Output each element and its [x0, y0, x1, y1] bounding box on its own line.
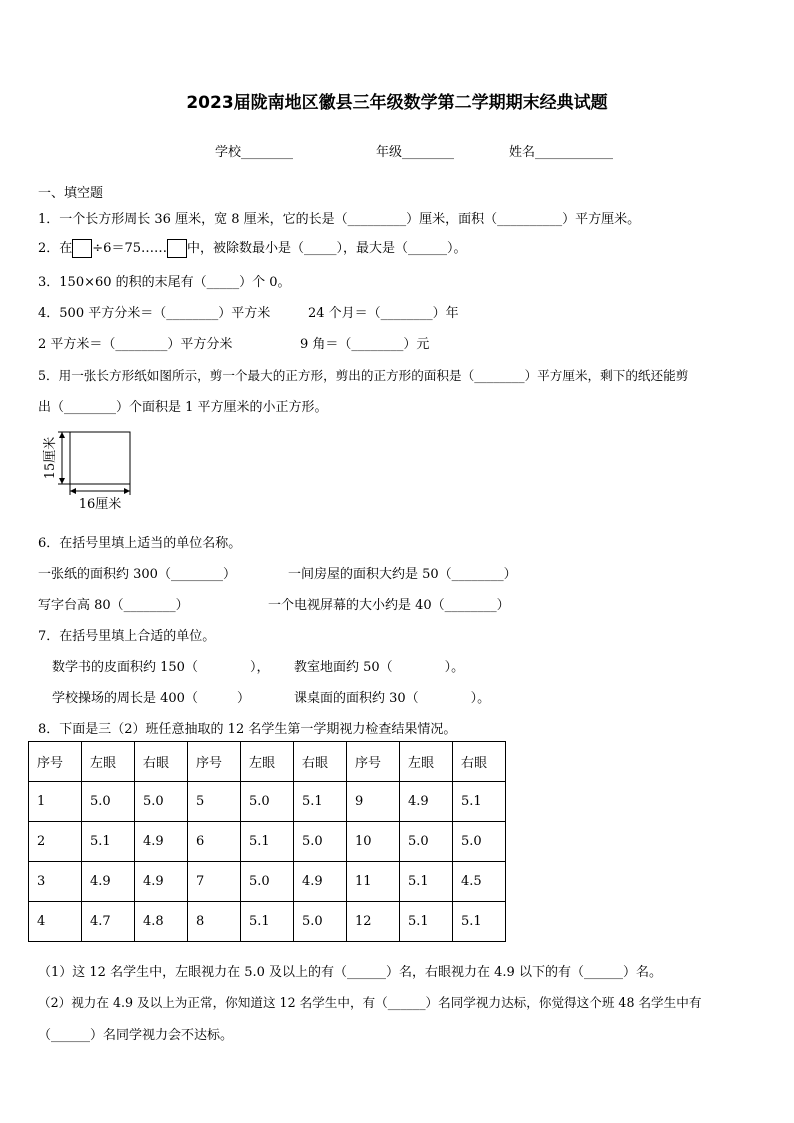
table-cell: 5.1	[241, 902, 294, 942]
table-cell: 5.0	[241, 782, 294, 822]
table-row	[29, 862, 506, 902]
question-6-c: 写字台高 80（________）	[38, 598, 189, 613]
table-cell: 5.0	[135, 782, 188, 822]
table-cell: 8	[188, 902, 241, 942]
question-7-title: 7．在括号里填上合适的单位。	[38, 629, 216, 644]
table-cell: 2	[29, 822, 82, 862]
rectangle-figure	[40, 428, 140, 514]
table-header-cell: 序号	[347, 742, 400, 782]
table-cell: 9	[347, 782, 400, 822]
blank-box	[167, 239, 187, 258]
question-7-a: 数学书的皮面积约 150（ ），	[52, 660, 270, 675]
table-header-cell: 右眼	[453, 742, 506, 782]
table-cell: 5.1	[400, 862, 453, 902]
rectangle-shape	[70, 432, 130, 484]
question-6-d: 一个电视屏幕的大小约是 40（________）	[268, 598, 510, 613]
table-header-cell: 左眼	[400, 742, 453, 782]
table-header-cell: 右眼	[294, 742, 347, 782]
table-header-cell: 序号	[29, 742, 82, 782]
question-7-c: 学校操场的周长是 400（ ）	[52, 691, 250, 706]
question-6-title: 6．在括号里填上适当的单位名称。	[38, 536, 242, 551]
question-2	[38, 237, 467, 258]
q2-suffix: 中，被除数最小是（_____），最大是（______）。	[187, 241, 467, 256]
table-cell: 5.1	[241, 822, 294, 862]
question-6-b: 一间房屋的面积大约是 50（________）	[288, 567, 517, 582]
question-4-line1b: 24 个月＝（________）年	[308, 306, 459, 321]
question-7-d: 课桌面的面积约 30（ ）。	[294, 691, 491, 706]
table-cell: 5.1	[453, 782, 506, 822]
table-cell: 1	[29, 782, 82, 822]
table-header-cell: 左眼	[82, 742, 135, 782]
question-7-b: 教室地面约 50（ ）。	[294, 660, 465, 675]
table-header-cell: 序号	[188, 742, 241, 782]
question-8-sub2a: （2）视力在 4.9 及以上为正常，你知道这 12 名学生中，有（______）名同学视力达标，你觉得这个班 48 名学生中有	[38, 995, 702, 1010]
table-cell: 12	[347, 902, 400, 942]
table-cell: 3	[29, 862, 82, 902]
table-cell: 4.9	[400, 782, 453, 822]
table-cell: 4	[29, 902, 82, 942]
table-header-cell: 左眼	[241, 742, 294, 782]
question-8-sub1: （1）这 12 名学生中，左眼视力在 5.0 及以上的有（______）名，右眼视力在 4.9 以下的有（______）名。	[38, 965, 662, 980]
table-row	[29, 822, 506, 862]
table-cell: 4.9	[82, 862, 135, 902]
name-field: 姓名____________	[509, 145, 614, 160]
table-cell: 4.9	[135, 822, 188, 862]
table-cell: 5.0	[400, 822, 453, 862]
question-5-line2: 出（________）个面积是 1 平方厘米的小正方形。	[38, 400, 328, 415]
table-cell: 6	[188, 822, 241, 862]
question-8-sub2b: （______）名同学视力会不达标。	[38, 1028, 234, 1043]
question-4-line1a: 4．500 平方分米＝（________）平方米	[38, 306, 271, 321]
width-label: 16厘米	[78, 497, 122, 512]
height-label: 15厘米	[43, 436, 58, 480]
question-5-line1: 5．用一张长方形纸如图所示，剪一个最大的正方形，剪出的正方形的面积是（________）平方厘米，剩下的纸还能剪	[38, 368, 689, 383]
question-8-title: 8．下面是三（2）班任意抽取的 12 名学生第一学期视力检查结果情况。	[38, 722, 457, 737]
table-cell: 10	[347, 822, 400, 862]
table-header-cell: 右眼	[135, 742, 188, 782]
table-cell: 5.0	[82, 782, 135, 822]
table-cell: 5.1	[82, 822, 135, 862]
blank-box	[72, 239, 92, 258]
section-heading: 一、填空题	[38, 186, 104, 201]
question-4-line2b: 9 角＝（________）元	[300, 337, 430, 352]
question-1: 1．一个长方形周长 36 厘米，宽 8 厘米，它的长是（_________）厘米，面积（__________）平方厘米。	[38, 212, 641, 227]
question-3: 3．150×60 的积的末尾有（_____）个 0。	[38, 275, 291, 290]
q2-prefix: 2．在	[38, 241, 73, 256]
page-title: 2023届陇南地区徽县三年级数学第二学期期末经典试题	[186, 93, 608, 113]
table-cell: 5.1	[294, 782, 347, 822]
grade-field: 年级________	[376, 145, 455, 160]
table-cell: 4.7	[82, 902, 135, 942]
table-header-row	[29, 742, 506, 782]
table-cell: 5.0	[241, 862, 294, 902]
table-cell: 4.9	[294, 862, 347, 902]
table-cell: 5	[188, 782, 241, 822]
vision-table	[28, 741, 506, 942]
table-cell: 7	[188, 862, 241, 902]
question-4-line2a: 2 平方米＝（________）平方分米	[38, 337, 233, 352]
table-cell: 5.0	[294, 902, 347, 942]
table-cell: 5.0	[294, 822, 347, 862]
school-field: 学校________	[215, 145, 294, 160]
table-cell: 11	[347, 862, 400, 902]
table-cell: 5.0	[453, 822, 506, 862]
table-cell: 5.1	[453, 902, 506, 942]
table-row	[29, 902, 506, 942]
table-cell: 4.8	[135, 902, 188, 942]
question-6-a: 一张纸的面积约 300（________）	[38, 567, 236, 582]
q2-mid: ÷6＝75……	[92, 241, 167, 256]
table-cell: 4.5	[453, 862, 506, 902]
table-cell: 5.1	[400, 902, 453, 942]
table-cell: 4.9	[135, 862, 188, 902]
table-row	[29, 782, 506, 822]
